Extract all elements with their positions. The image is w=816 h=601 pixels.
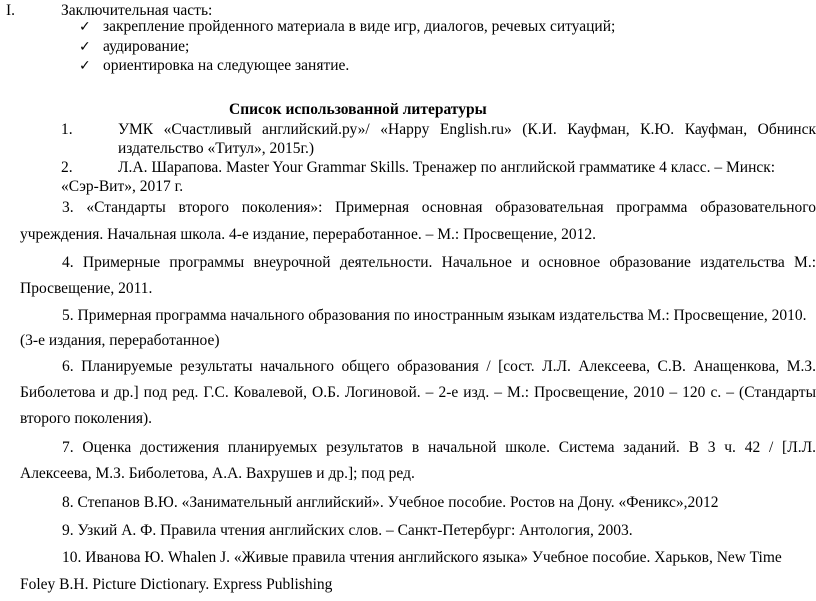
- checkmark-icon: ✓: [79, 58, 91, 74]
- checkmark-icon: ✓: [79, 19, 91, 35]
- reference-item-4-line-2: Просвещение, 2011.: [20, 280, 153, 297]
- reference-number: 2.: [61, 159, 73, 176]
- bullet-item: аудирование;: [103, 38, 190, 55]
- reference-item-6-line-3: второго поколения).: [20, 410, 153, 427]
- reference-item-3-line-1: 3. «Стандарты второго поколения»: Примерная основная образовательная программа образовательного: [62, 199, 816, 216]
- reference-item-6-line-2: Биболетова и др.] под ред. Г.С. Ковалевой, О.Б. Логиновой. – 2-е изд. – М.: Просвещение, 2010 – 120 с. – (Стандарты: [20, 384, 816, 401]
- reference-number: 1.: [61, 121, 73, 138]
- bullet-item: закрепление пройденного материала в виде игр, диалогов, речевых ситуаций;: [103, 18, 616, 35]
- reference-item-11: Foley B.H. Picture Dictionary. Express Publishing: [20, 576, 333, 593]
- reference-item-6-line-1: 6. Планируемые результаты начального общего образования / [сост. Л.Л. Алексеева, С.В. Анащенкова, М.З.: [62, 358, 816, 375]
- section-heading: Заключительная часть:: [61, 2, 213, 19]
- section-number: I.: [6, 2, 16, 19]
- reference-item-7-line-2: Алексеева, М.З. Биболетова, А.А. Вахрушев и др.]; под ред.: [20, 465, 415, 482]
- bullet-item: ориентировка на следующее занятие.: [103, 57, 350, 74]
- reference-item-9: 9. Узкий А. Ф. Правила чтения английских слов. – Санкт-Петербург: Антология, 2003.: [62, 522, 633, 539]
- reference-item-5-line-2: (3-е издания, переработанное): [20, 332, 220, 349]
- reference-item-7-line-1: 7. Оценка достижения планируемых результатов в начальной школе. Система заданий. В 3 ч. 42 / [Л.Л.: [62, 439, 816, 456]
- reference-item-1-line-1: УМК «Счастливый английский.ру»/ «Happy English.ru» (К.И. Кауфман, К.Ю. Кауфман, Обнинск: [118, 121, 816, 138]
- reference-item-2-line-1: Л.А. Шарапова. Master Your Grammar Skills. Тренажер по английской грамматике 4 класс. – Минск:: [118, 159, 776, 176]
- reference-item-5-line-1: 5. Примерная программа начального образования по иностранным языкам издательства М.: Просвещение, 2010.: [62, 307, 807, 324]
- checkmark-icon: ✓: [79, 39, 91, 55]
- reference-item-8: 8. Степанов В.Ю. «Занимательный английский». Учебное пособие. Ростов на Дону. «Феникс»,2012: [62, 494, 719, 511]
- references-title: Список использованной литературы: [229, 101, 487, 118]
- reference-item-4-line-1: 4. Примерные программы внеурочной деятельности. Начальное и основное образование издательства М.:: [62, 254, 816, 271]
- reference-item-2-line-2: «Сэр-Вит», 2017 г.: [61, 178, 184, 195]
- reference-item-1-line-2: издательство «Титул», 2015г.): [118, 140, 315, 157]
- reference-item-10: 10. Иванова Ю. Whalen J. «Живые правила чтения английского языка» Учебное пособие. Харьков, New Time: [62, 549, 782, 566]
- reference-item-3-line-2: учреждения. Начальная школа. 4-е издание, переработанное. – М.: Просвещение, 2012.: [20, 226, 597, 243]
